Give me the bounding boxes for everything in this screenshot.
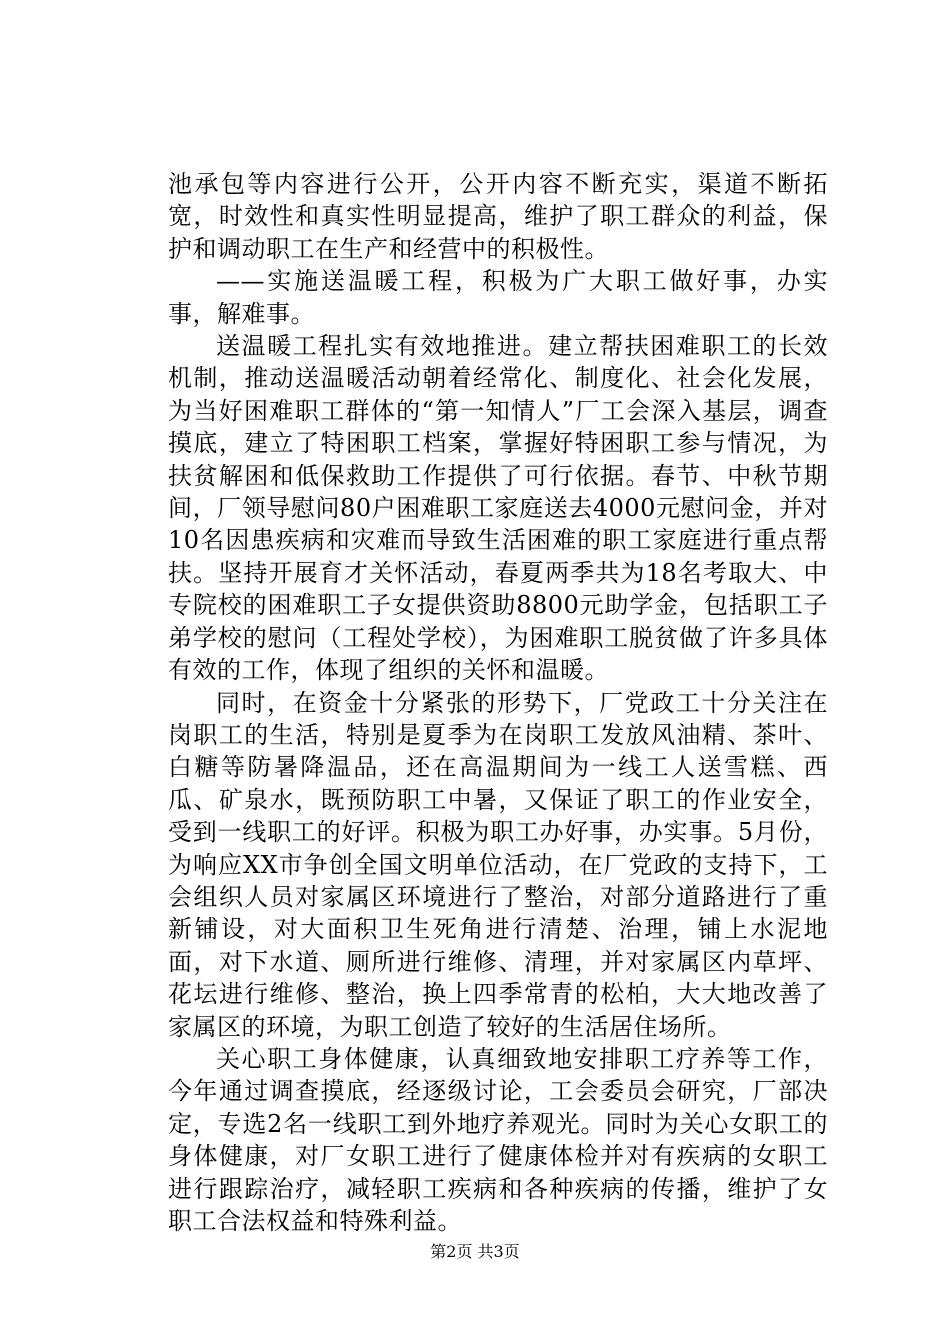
paragraph-health-care: 关心职工身体健康，认真细致地安排职工疗养等工作，今年通过调查摸底，经逐级讨论，工会委员会研究，厂部决定，专选2名一线职工到外地疗养观光。同时为关心女职工的身体健康，对厂女职工进行了健康体检并对有疾病的女职工进行跟踪治疗，减轻职工疾病和各种疾病的传播，维护了女职工合法权益和特殊利益。	[168, 1044, 828, 1235]
paragraph-warmth-project: 送温暖工程扎实有效地推进。建立帮扶困难职工的长效机制，推动送温暖活动朝着经常化、制度化、社会化发展，为当好困难职工群体的“第一知情人”厂工会深入基层，调查摸底，建立了特困职工档案，掌握好特困职工参与情况，为扶贫解困和低保救助工作提供了可行依据。春节、中秋节期间，厂领导慰问80户困难职工家庭送去4000元慰问金，并对10名因患疾病和灾难而导致生活困难的职工家庭进行重点帮扶。坚持开展育才关怀活动，春夏两季共为18名考取大、中专院校的困难职工子女提供资助8800元助学金，包括职工子弟学校的慰问（工程处学校），为困难职工脱贫做了许多具体有效的工作，体现了组织的关怀和温暖。	[168, 332, 828, 685]
paragraph-continued: 池承包等内容进行公开，公开内容不断充实，渠道不断拓宽，时效性和真实性明显提高，维护了职工群众的利益，保护和调动职工在生产和经营中的积极性。	[168, 170, 828, 263]
paragraph-section-heading: ——实施送温暖工程，积极为广大职工做好事，办实事，解难事。	[168, 267, 828, 328]
document-body	[168, 168, 828, 1237]
paragraph-summer-care: 同时，在资金十分紧张的形势下，厂党政工十分关注在岗职工的生活，特别是夏季为在岗职工发放风油精、茶叶、白糖等防暑降温品，还在高温期间为一线工人送雪糕、西瓜、矿泉水，既预防职工中暑，又保证了职工的作业安全，受到一线职工的好评。积极为职工办好事，办实事。5月份，为响应XX市争创全国文明单位活动，在厂党政的支持下，工会组织人员对家属区环境进行了整治，对部分道路进行了重新铺设，对大面积卫生死角进行清楚、治理，铺上水泥地面，对下水道、厕所进行维修、清理，并对家属区内草坪、花坛进行维修、整治，换上四季常青的松柏，大大地改善了家属区的环境，为职工创造了较好的生活居住场所。	[168, 688, 828, 1041]
page-footer: 第2页 共3页	[430, 1242, 520, 1261]
